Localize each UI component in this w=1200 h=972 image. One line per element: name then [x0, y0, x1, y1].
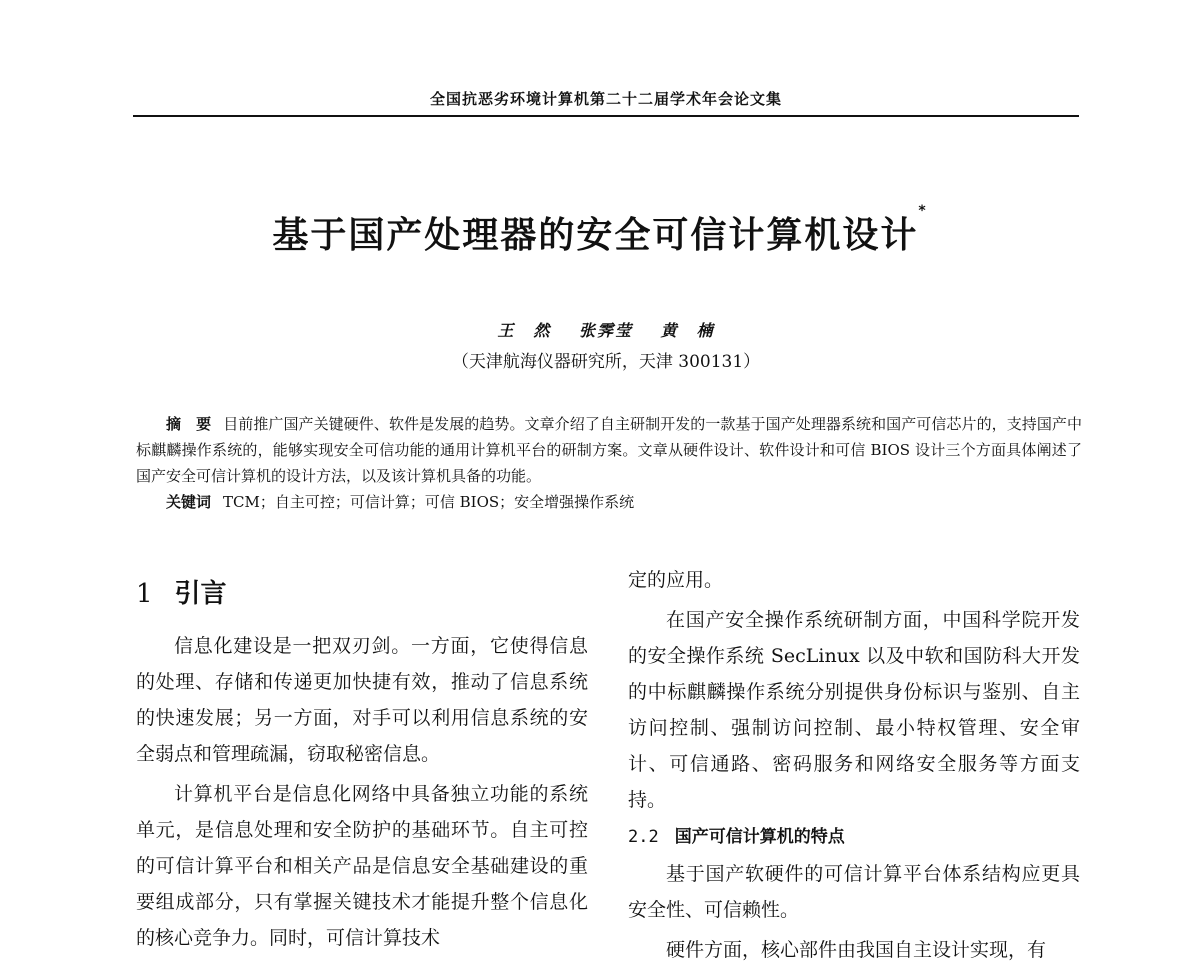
keywords-text: TCM；自主可控；可信计算；可信 BIOS；安全增强操作系统 — [223, 493, 635, 511]
section-title: 引言 — [174, 579, 227, 609]
author: 张霁莹 — [578, 321, 633, 340]
right-column — [628, 562, 1080, 972]
abstract-text: 目前推广国产关键硬件、软件是发展的趋势。文章介绍了自主研制开发的一款基于国产处理器系统和国产可信芯片的，支持国产中标麒麟操作系统的，能够实现安全可信功能的通用计算机平台的研制方案。文章从硬件设计、软件设计和可信 BIOS 设计三个方面具体阐述了国产安全可信计算机的设计方法，以及该计算机具备的功能。 — [136, 415, 1082, 485]
subsection-heading — [628, 822, 1080, 852]
subsection-title: 国产可信计算机的特点 — [674, 827, 845, 847]
title-text: 基于国产处理器的安全可信计算机设计 — [272, 215, 919, 256]
paragraph: 在国产安全操作系统研制方面，中国科学院开发的安全操作系统 SecLinux 以及中软和国防科大开发的中标麒麟操作系统分别提供身份标识与鉴别、自主访问控制、强制访问控制、最小特权管理、安全审计、可信通路、密码服务和网络安全服务等方面支持。 — [628, 609, 1080, 811]
author-list — [0, 318, 1200, 341]
paragraph-continuation: 定的应用。 — [628, 569, 724, 591]
keywords-label: 关键词 — [166, 493, 212, 511]
paper-title — [0, 203, 1200, 258]
paragraph: 信息化建设是一把双刃剑。一方面，它使得信息的处理、存储和传递更加快捷有效，推动了信息系统的快速发展；另一方面，对手可以利用信息系统的安全弱点和管理疏漏，窃取秘密信息。 — [136, 635, 588, 765]
paragraph: 计算机平台是信息化网络中具备独立功能的系统单元，是信息处理和安全防护的基础环节。自主可控的可信计算平台和相关产品是信息安全基础建设的重要组成部分，只有掌握关键技术才能提升整个信息化的核心竞争力。同时，可信计算技术 — [136, 783, 588, 949]
running-head: 全国抗恶劣环境计算机第二十二届学术年会论文集 — [429, 90, 782, 108]
author: 王 然 — [497, 321, 552, 340]
title-footnote-mark: * — [918, 203, 928, 219]
affiliation: （天津航海仪器研究所，天津 300131） — [451, 352, 761, 372]
paragraph: 硬件方面，核心部件由我国自主设计实现，有 — [666, 939, 1047, 961]
author: 黄 楠 — [660, 321, 715, 340]
left-column — [136, 562, 588, 960]
abstract — [136, 411, 1082, 489]
abstract-block — [136, 411, 1082, 515]
keywords — [136, 489, 1082, 515]
header-rule — [133, 115, 1079, 117]
paragraph: 基于国产软硬件的可信计算平台体系结构应更具安全性、可信赖性。 — [628, 863, 1080, 921]
section-heading — [136, 574, 588, 614]
section-number: 1 — [136, 579, 153, 609]
subsection-number: 2.2 — [628, 827, 659, 847]
abstract-label: 摘 要 — [166, 415, 212, 433]
